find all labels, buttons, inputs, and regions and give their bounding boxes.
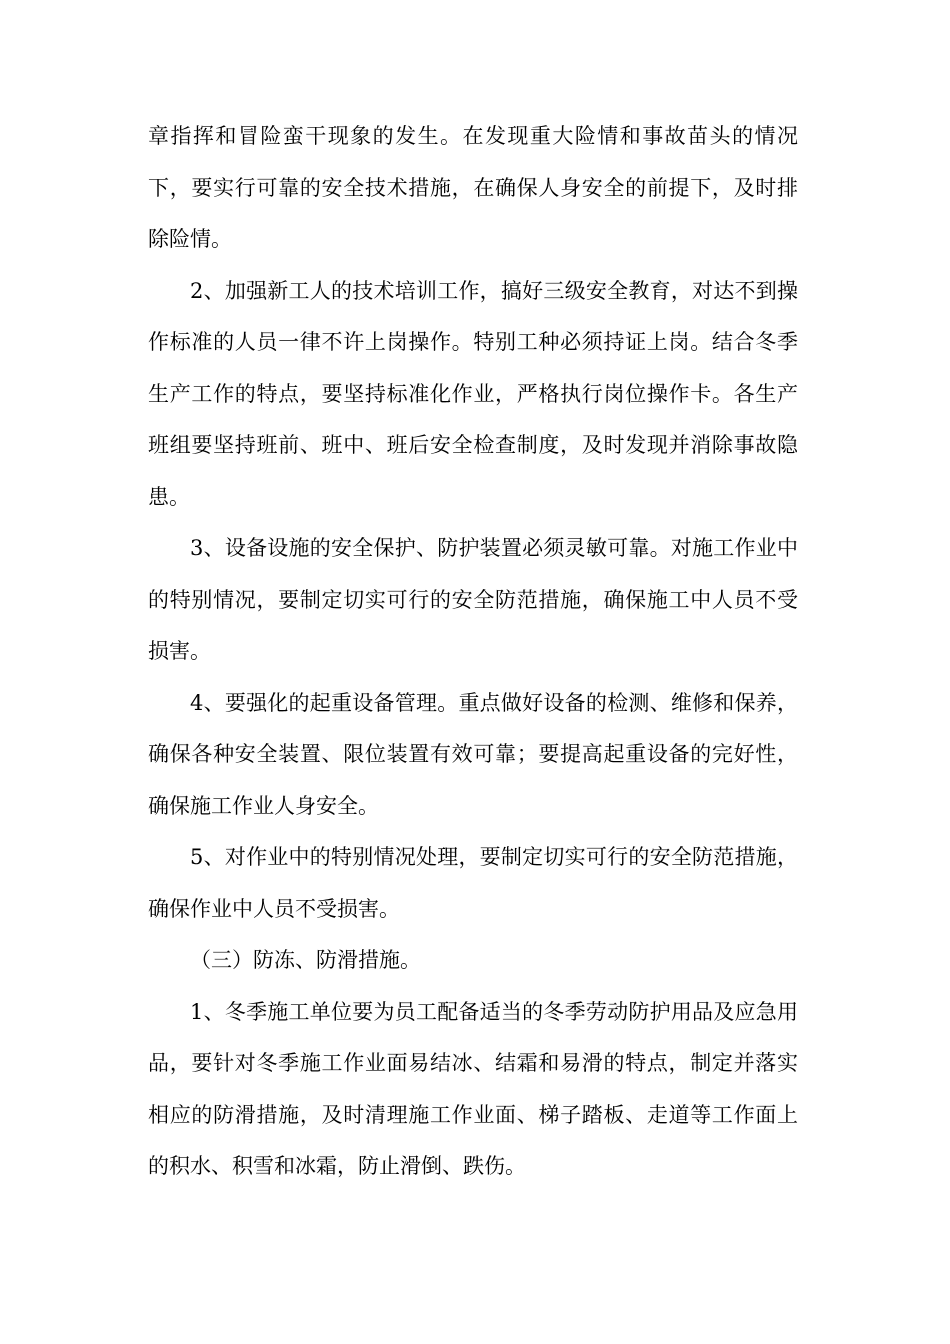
paragraph-item-4: 4、要强化的起重设备管理。重点做好设备的检测、维修和保养，确保各种安全装置、限位装置有效可靠；要提高起重设备的完好性，确保施工作业人身安全。	[148, 690, 798, 818]
paragraph-item-1: 1、冬季施工单位要为员工配备适当的冬季劳动防护用品及应急用品，要针对冬季施工作业面易结冰、结霜和易滑的特点，制定并落实相应的防滑措施，及时清理施工作业面、梯子踏板、走道等工作面上的积水、积雪和冰霜，防止滑倒、跌伤。	[148, 999, 798, 1178]
paragraph-item-3: 3、设备设施的安全保护、防护装置必须灵敏可靠。对施工作业中的特别情况，要制定切实可行的安全防范措施，确保施工中人员不受损害。	[148, 536, 798, 663]
paragraph-item-5: 5、对作业中的特别情况处理，要制定切实可行的安全防范措施，确保作业中人员不受损害。	[148, 845, 798, 921]
paragraph-item-2: 2、加强新工人的技术培训工作，搞好三级安全教育，对达不到操作标准的人员一律不许上岗操作。特别工种必须持证上岗。结合冬季生产工作的特点，要坚持标准化作业，严格执行岗位操作卡。各生产班组要坚持班前、班中、班后安全检查制度，及时发现并消除事故隐患。	[148, 278, 798, 509]
paragraph-continuation: 章指挥和冒险蛮干现象的发生。在发现重大险情和事故苗头的情况下，要实行可靠的安全技术措施，在确保人身安全的前提下，及时排除险情。	[148, 124, 798, 251]
section-heading: （三）防冻、防滑措施。	[190, 948, 421, 972]
document-body	[148, 111, 798, 1193]
